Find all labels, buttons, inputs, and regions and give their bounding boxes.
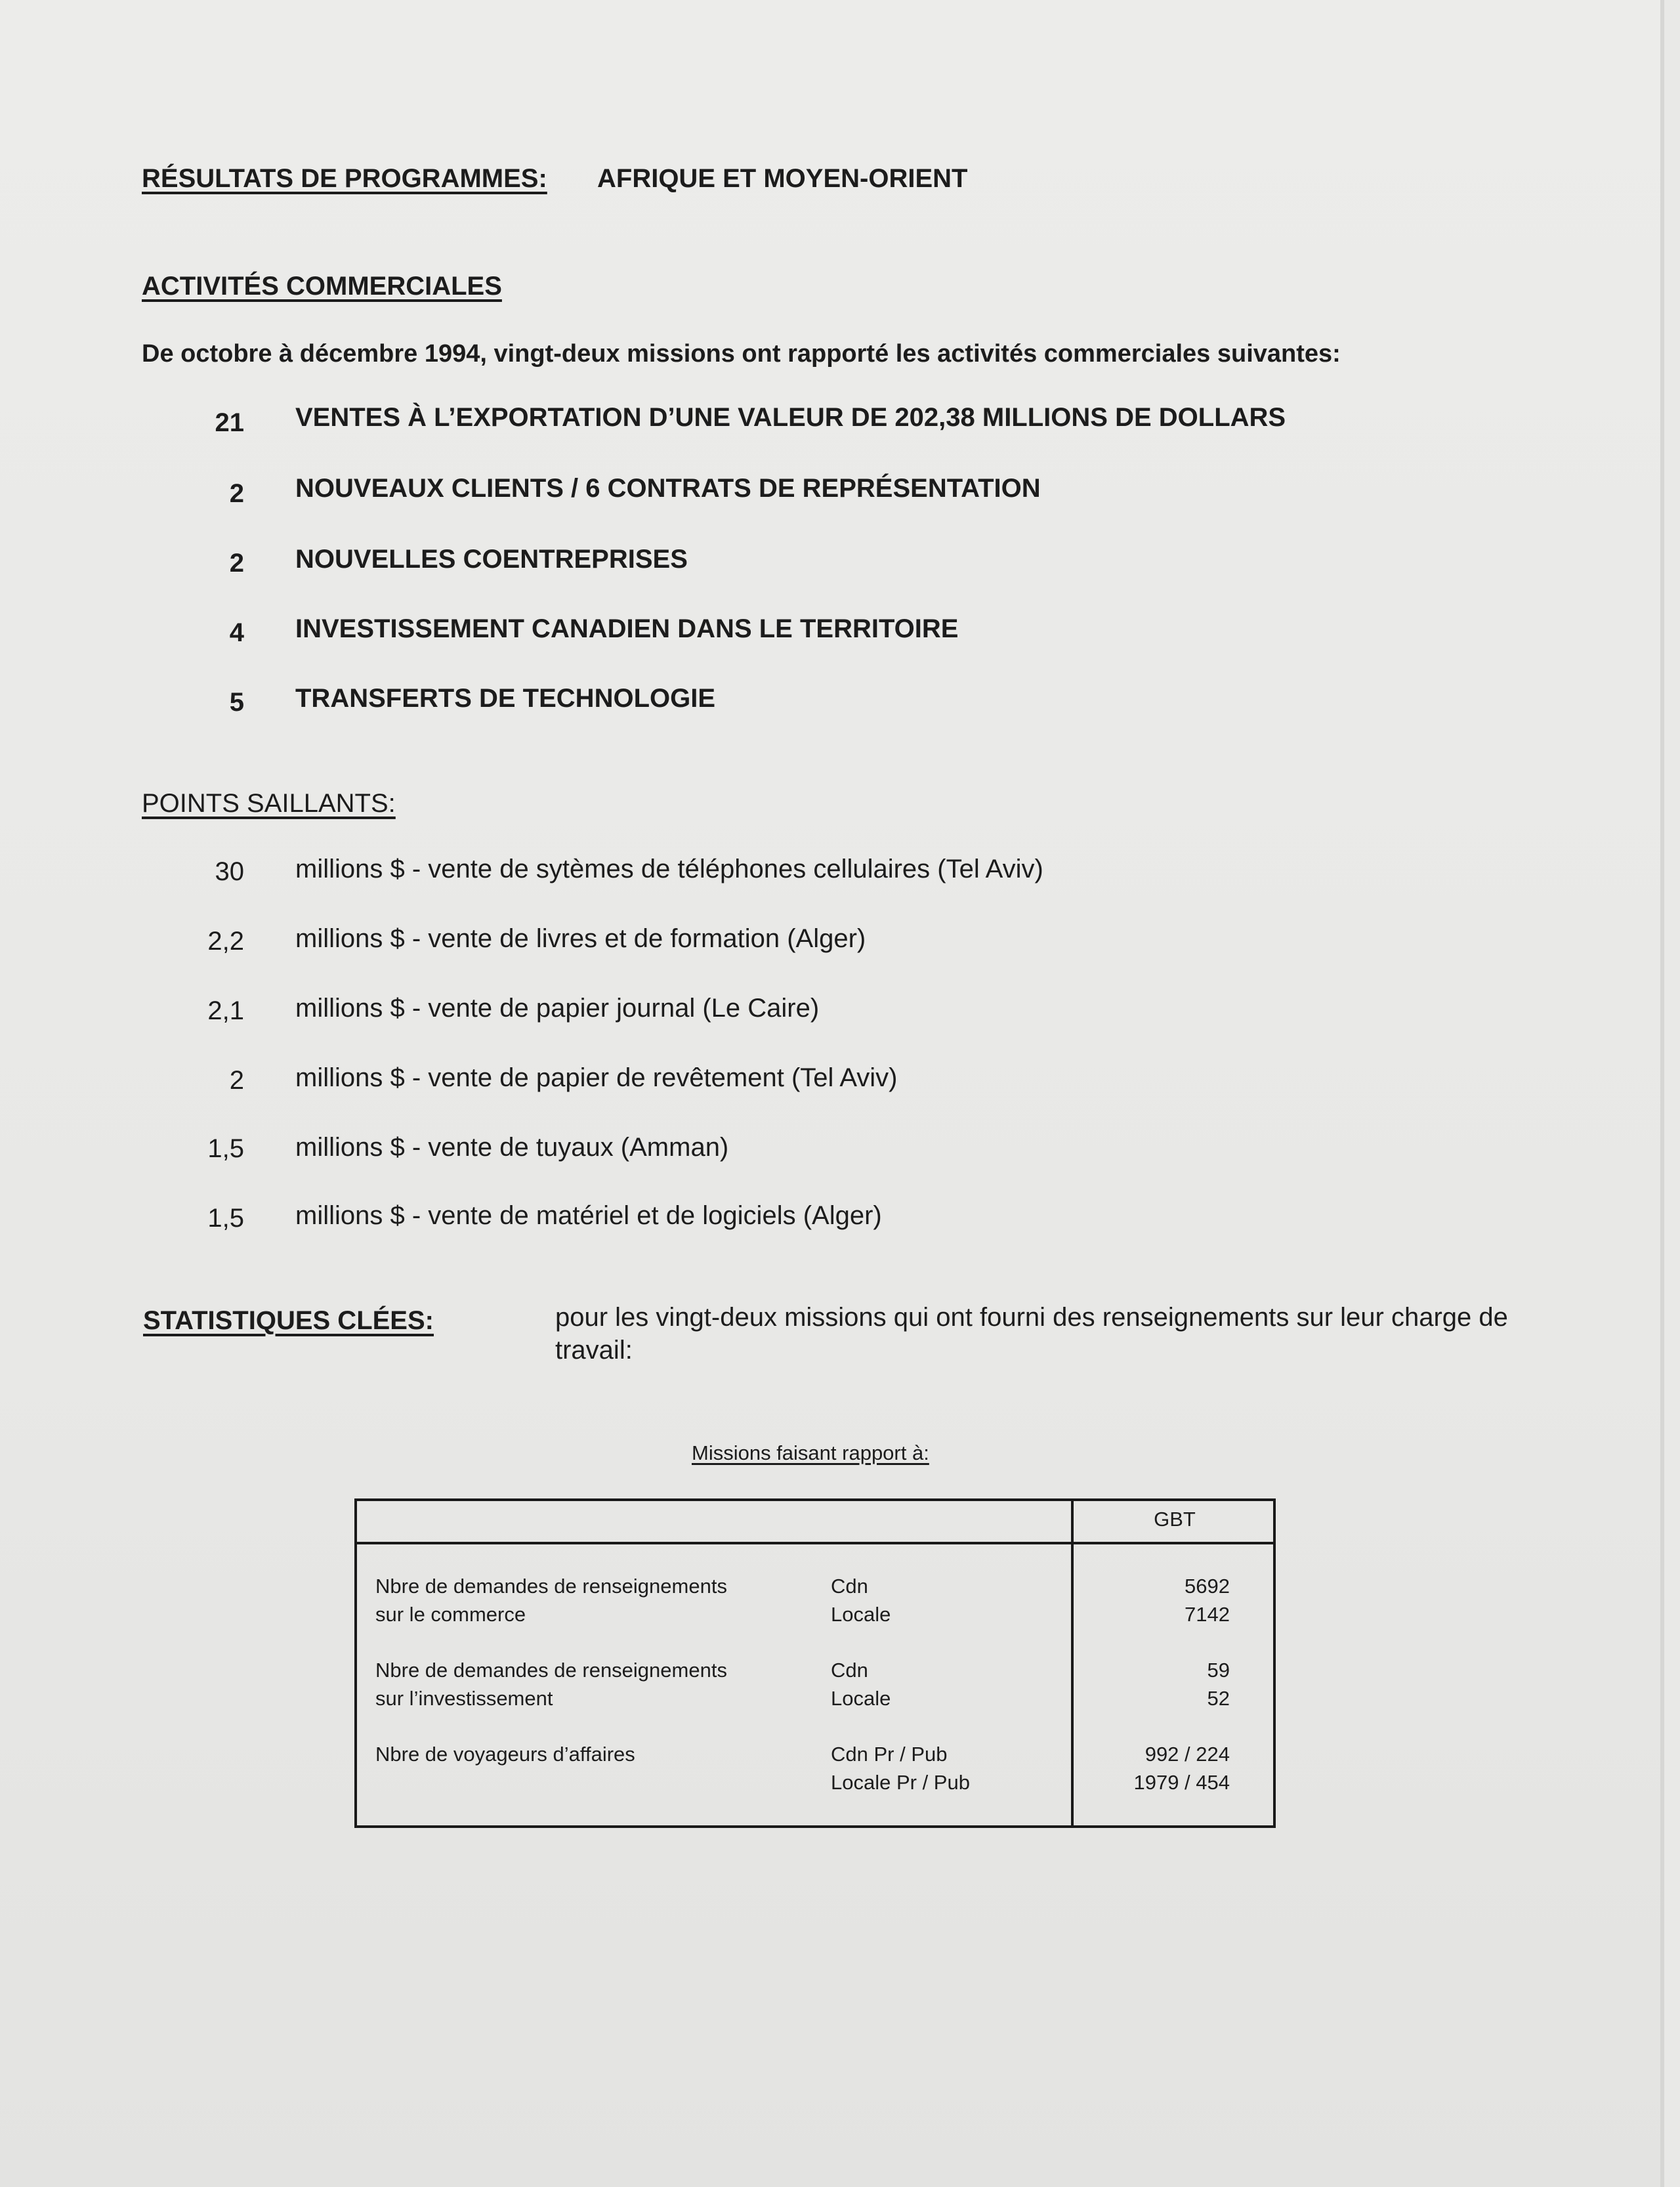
activity-count: 2	[229, 479, 244, 508]
activity-text: INVESTISSEMENT CANADIEN DANS LE TERRITOIRE	[295, 614, 959, 643]
title-region: AFRIQUE ET MOYEN-ORIENT	[597, 164, 968, 193]
activity-count: 5	[229, 688, 244, 717]
row-type: Cdn	[831, 1575, 868, 1598]
activities-intro: De octobre à décembre 1994, vingt-deux missions ont rapporté les activités commerciales suivantes:	[142, 340, 1341, 368]
activity-count: 4	[229, 618, 244, 647]
highlight-amount: 2,2	[207, 927, 244, 956]
row-label: Nbre de voyageurs d’affaires	[375, 1743, 635, 1766]
activity-count: 21	[215, 408, 244, 437]
highlight-amount: 1,5	[207, 1134, 244, 1163]
row-value: 59	[1207, 1659, 1230, 1682]
stats-table	[354, 1498, 1276, 1828]
highlight-amount: 2,1	[207, 996, 244, 1025]
row-type: Cdn Pr / Pub	[831, 1743, 948, 1766]
activity-text: VENTES À L’EXPORTATION D’UNE VALEUR DE 202,38 MILLIONS DE DOLLARS	[295, 403, 1286, 432]
activity-text: NOUVEAUX CLIENTS / 6 CONTRATS DE REPRÉSENTATION	[295, 474, 1041, 503]
row-type: Locale Pr / Pub	[831, 1771, 970, 1794]
highlight-amount: 1,5	[207, 1204, 244, 1233]
highlight-text: millions $ - vente de papier de revêtement (Tel Aviv)	[295, 1063, 898, 1092]
activities-heading: ACTIVITÉS COMMERCIALES	[142, 272, 502, 301]
row-type: Cdn	[831, 1659, 868, 1682]
row-value: 992 / 224	[1144, 1743, 1230, 1766]
row-label: sur le commerce	[375, 1603, 526, 1626]
table-divider-vertical	[1071, 1501, 1074, 1825]
highlights-heading: POINTS SAILLANTS:	[142, 789, 396, 818]
table-column-header: GBT	[1154, 1508, 1196, 1531]
row-type: Locale	[831, 1687, 891, 1710]
activity-count: 2	[229, 549, 244, 578]
row-type: Locale	[831, 1603, 891, 1626]
highlight-text: millions $ - vente de tuyaux (Amman)	[295, 1133, 729, 1162]
highlight-text: millions $ - vente de matériel et de logiciels (Alger)	[295, 1201, 882, 1230]
row-value: 52	[1207, 1687, 1230, 1710]
row-value: 7142	[1185, 1603, 1230, 1626]
row-value: 5692	[1185, 1575, 1230, 1598]
highlight-text: millions $ - vente de papier journal (Le Caire)	[295, 994, 820, 1023]
stats-heading: STATISTIQUES CLÉES:	[143, 1306, 434, 1335]
highlight-amount: 30	[215, 857, 244, 886]
table-caption: Missions faisant rapport à:	[692, 1441, 929, 1464]
activity-text: NOUVELLES COENTREPRISES	[295, 545, 688, 574]
highlight-amount: 2	[229, 1066, 244, 1095]
row-value: 1979 / 454	[1133, 1771, 1230, 1794]
row-label: Nbre de demandes de renseignements	[375, 1659, 727, 1682]
highlight-text: millions $ - vente de sytèmes de téléphones cellulaires (Tel Aviv)	[295, 855, 1043, 883]
activity-text: TRANSFERTS DE TECHNOLOGIE	[295, 684, 716, 713]
highlight-text: millions $ - vente de livres et de formation (Alger)	[295, 924, 866, 953]
stats-description: pour les vingt-deux missions qui ont fourni des renseignements sur leur charge de travail:	[555, 1303, 1508, 1365]
row-label: sur l’investissement	[375, 1687, 553, 1710]
table-divider-horizontal	[357, 1542, 1273, 1544]
title-label: RÉSULTATS DE PROGRAMMES:	[142, 164, 547, 193]
row-label: Nbre de demandes de renseignements	[375, 1575, 727, 1598]
